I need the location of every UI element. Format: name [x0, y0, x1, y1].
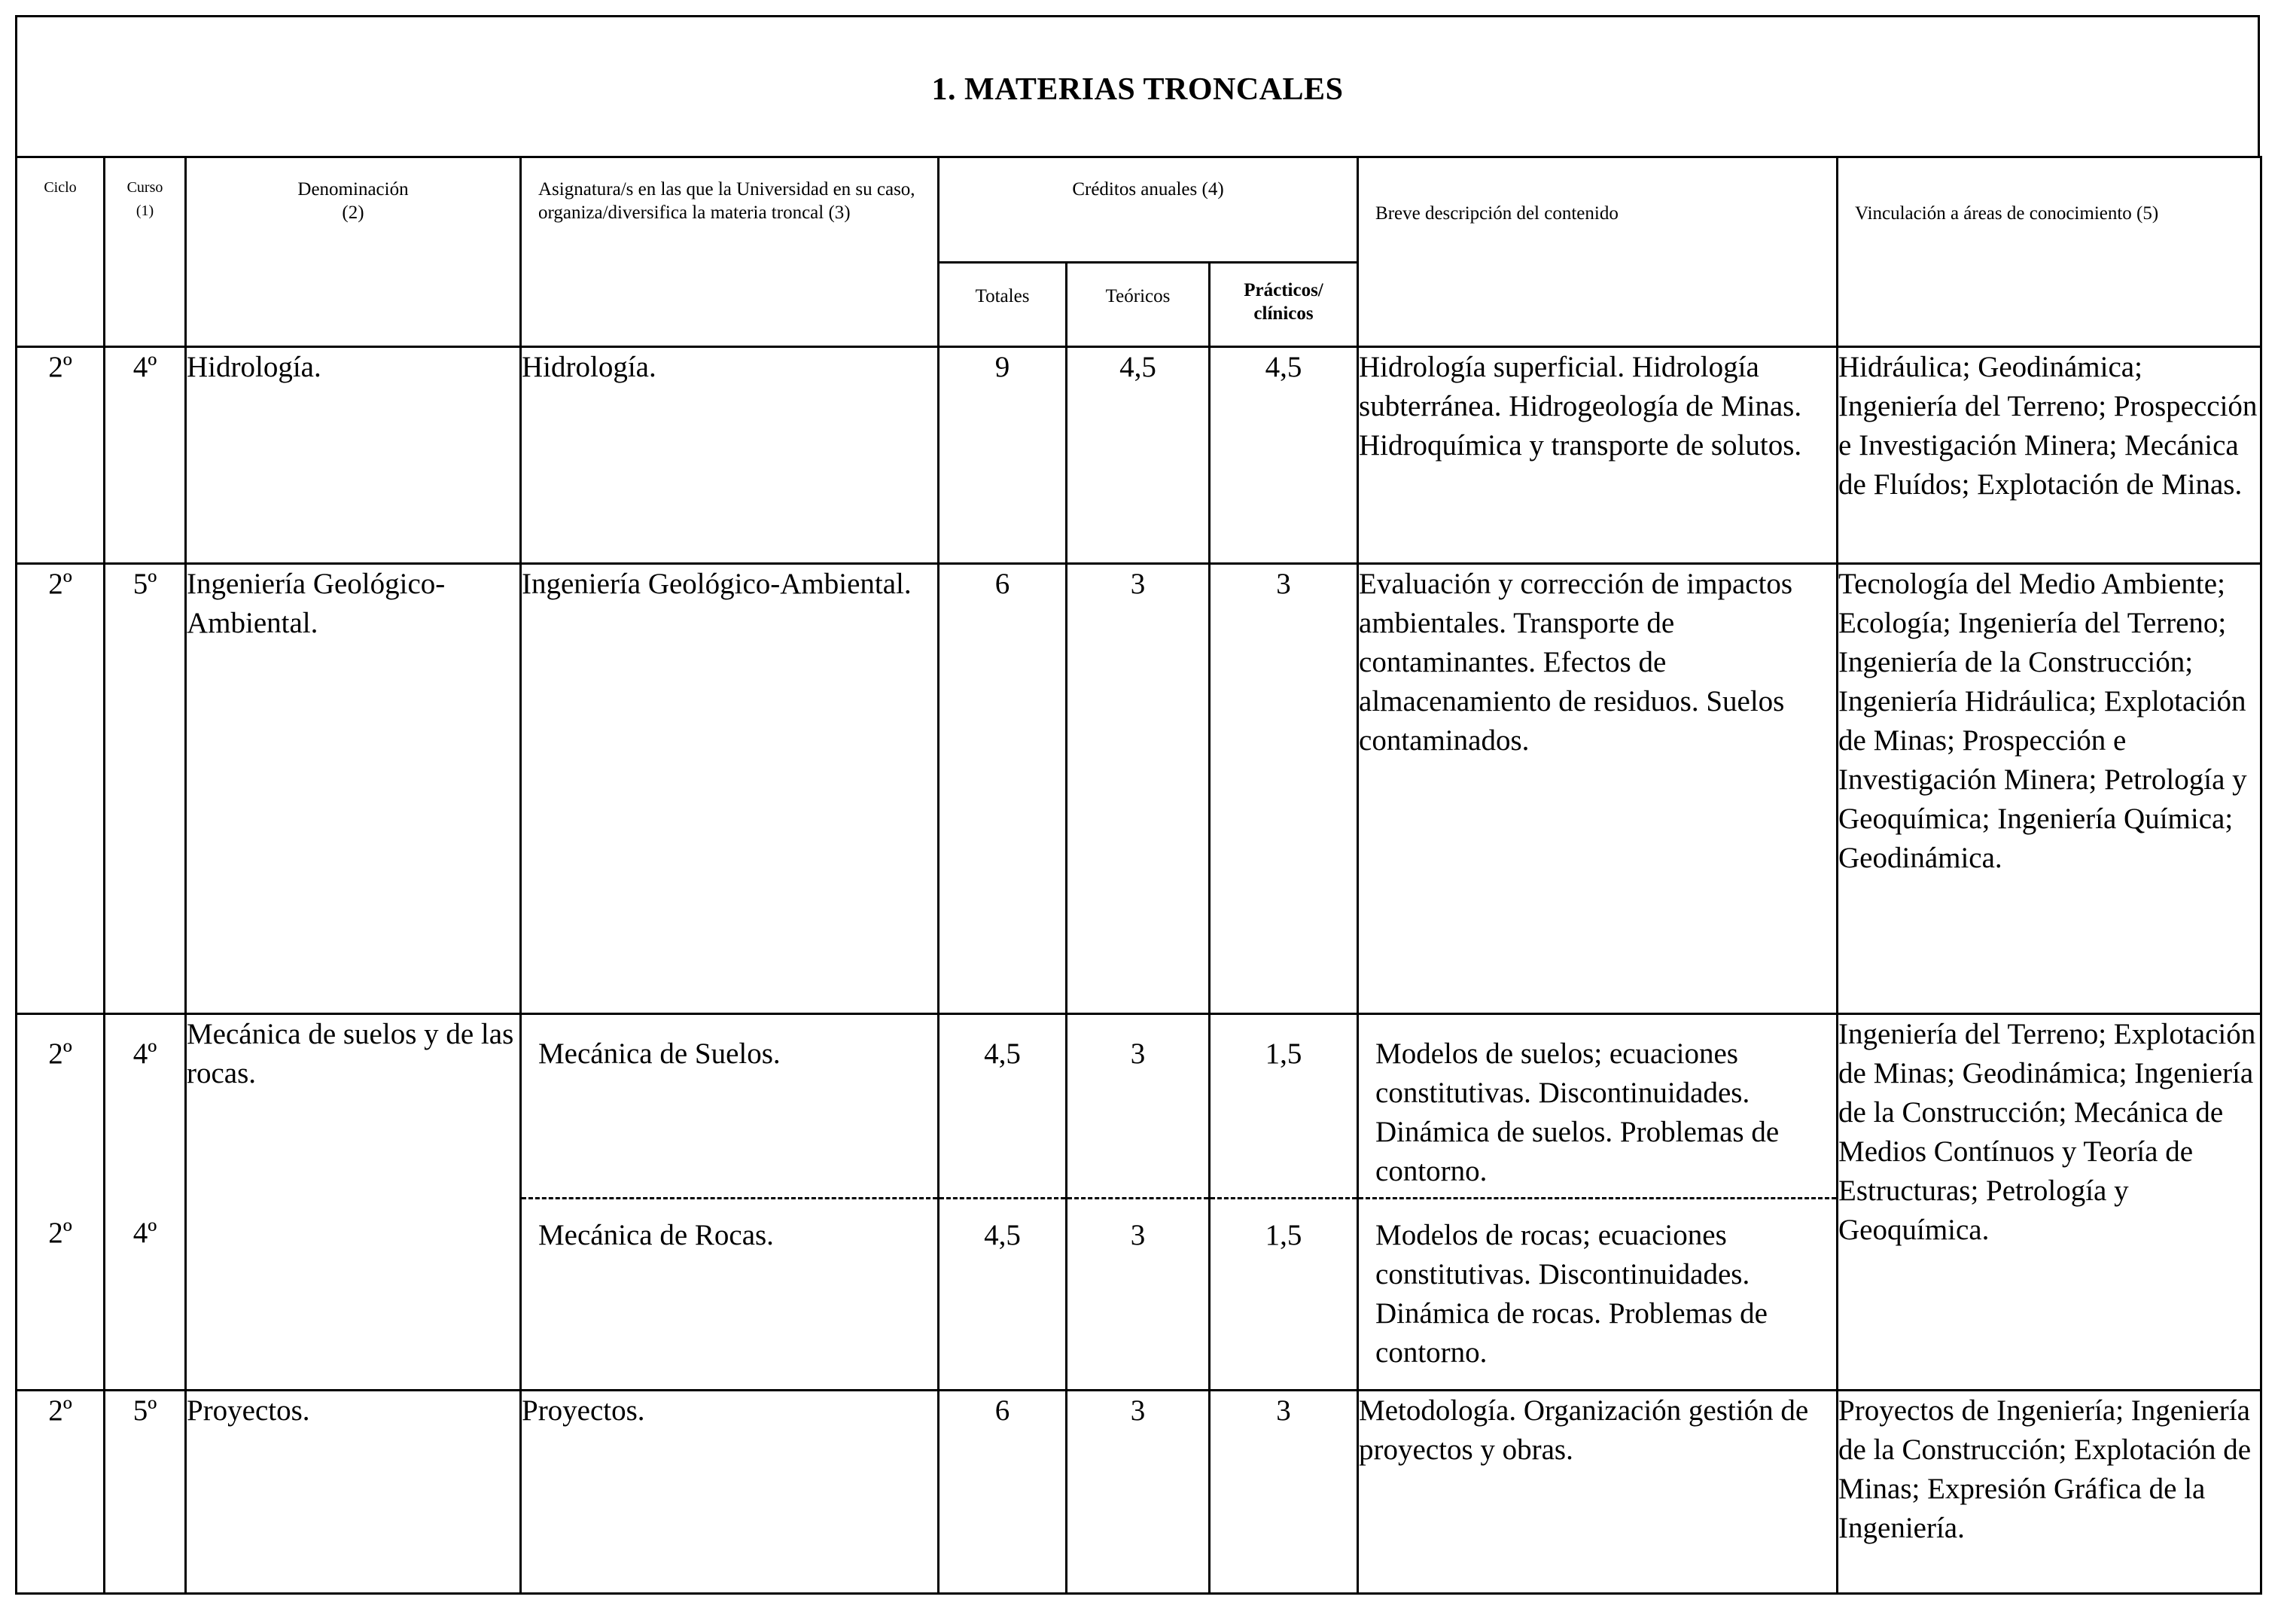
ciclo-cell: 2º — [17, 564, 105, 1014]
descripcion-cell: Metodología. Organización gestión de proyectos y obras. — [1358, 1391, 1838, 1594]
curso-cell: 5º — [105, 1391, 186, 1594]
totales-suelos: 4,5 — [984, 1037, 1021, 1070]
curso-rocas: 4º — [132, 1217, 157, 1249]
teoricos-cell: 3 — [1067, 564, 1210, 1014]
header-ciclo: Ciclo — [17, 157, 105, 347]
teoricos-suelos: 3 — [1130, 1037, 1146, 1070]
vinculacion-cell: Ingeniería del Terreno; Explotación de Minas; Geodinámica; Ingeniería de la Construcción; Mecánica de Medios Contínuos y Teoría de Estructuras; Petrología y Geoquímica. — [1838, 1014, 2261, 1391]
totales-cell — [939, 1014, 1067, 1391]
denominacion-cell: Mecánica de suelos y de las rocas. — [186, 1014, 521, 1391]
denominacion-cell: Ingeniería Geológico-Ambiental. — [186, 564, 521, 1014]
descripcion-rocas: Modelos de rocas; ecuaciones constitutivas. Discontinuidades. Dinámica de rocas. Problemas de contorno. — [1359, 1197, 1836, 1373]
curso-cell — [105, 1014, 186, 1391]
practicos-cell: 3 — [1210, 1391, 1358, 1594]
table-row — [17, 1014, 2261, 1391]
asignatura-cell: Ingeniería Geológico-Ambiental. — [521, 564, 939, 1014]
header-practicos: Prácticos/ clínicos — [1210, 263, 1358, 347]
practicos-cell — [1210, 1014, 1358, 1391]
header-teoricos: Teóricos — [1067, 263, 1210, 347]
ciclo-cell: 2º — [17, 347, 105, 564]
page-title: 1. MATERIAS TRONCALES — [931, 72, 1344, 107]
practicos-suelos: 1,5 — [1265, 1037, 1302, 1070]
asignatura-cell — [521, 1014, 939, 1391]
practicos-cell: 3 — [1210, 564, 1358, 1014]
vinculacion-cell: Hidráulica; Geodinámica; Ingeniería del Terreno; Prospección e Investigación Minera; Mecánica de Fluídos; Explotación de Minas. — [1838, 347, 2261, 564]
denominacion-cell: Proyectos. — [186, 1391, 521, 1594]
header-vinculacion: Vinculación a áreas de conocimiento (5) — [1838, 157, 2261, 347]
asignatura-cell: Proyectos. — [521, 1391, 939, 1594]
header-creditos: Créditos anuales (4) — [939, 157, 1358, 263]
ciclo-cell — [17, 1014, 105, 1391]
totales-cell: 6 — [939, 1391, 1067, 1594]
curso-cell: 5º — [105, 564, 186, 1014]
denominacion-cell: Hidrología. — [186, 347, 521, 564]
teoricos-cell: 4,5 — [1067, 347, 1210, 564]
totales-cell: 9 — [939, 347, 1067, 564]
descripcion-cell: Hidrología superficial. Hidrología subterránea. Hidrogeología de Minas. Hidroquímica y transporte de solutos. — [1358, 347, 1838, 564]
teoricos-cell — [1067, 1014, 1210, 1391]
header-descripcion: Breve descripción del contenido — [1358, 157, 1838, 347]
descripcion-cell — [1358, 1014, 1838, 1391]
header-curso: Curso (1) — [105, 157, 186, 347]
title-box — [15, 15, 2260, 158]
asignatura-rocas: Mecánica de Rocas. — [522, 1197, 937, 1255]
practicos-cell: 4,5 — [1210, 347, 1358, 564]
descripcion-suelos: Modelos de suelos; ecuaciones constitutivas. Discontinuidades. Dinámica de suelos. Problemas de contorno. — [1375, 1037, 1780, 1187]
table-row — [17, 347, 2261, 564]
header-totales: Totales — [939, 263, 1067, 347]
practicos-rocas: 1,5 — [1211, 1197, 1357, 1255]
vinculacion-cell: Proyectos de Ingeniería; Ingeniería de la Construcción; Explotación de Minas; Expresión Gráfica de la Ingeniería. — [1838, 1391, 2261, 1594]
descripcion-cell: Evaluación y corrección de impactos ambientales. Transporte de contaminantes. Efectos de almacenamiento de residuos. Suelos contaminados. — [1358, 564, 1838, 1014]
document-page — [15, 15, 2266, 1615]
curso-suelos: 4º — [132, 1037, 157, 1070]
ciclo-cell: 2º — [17, 1391, 105, 1594]
materias-table — [15, 156, 2262, 1595]
curso-cell: 4º — [105, 347, 186, 564]
ciclo-suelos: 2º — [48, 1037, 72, 1070]
table-row — [17, 564, 2261, 1014]
asignatura-cell: Hidrología. — [521, 347, 939, 564]
header-asignatura: Asignatura/s en las que la Universidad en su caso, organiza/diversifica la materia troncal (3) — [521, 157, 939, 347]
header-denominacion: Denominación (2) — [186, 157, 521, 347]
teoricos-cell: 3 — [1067, 1391, 1210, 1594]
table-row — [17, 1391, 2261, 1594]
teoricos-rocas: 3 — [1067, 1197, 1208, 1255]
vinculacion-cell: Tecnología del Medio Ambiente; Ecología; Ingeniería del Terreno; Ingeniería de la Construcción; Ingeniería Hidráulica; Explotación de Minas; Prospección e Investigación Minera; Petrología y Geoquímica; Ingeniería Química; Geodinámica. — [1838, 564, 2261, 1014]
ciclo-rocas: 2º — [48, 1217, 72, 1249]
asignatura-suelos: Mecánica de Suelos. — [538, 1037, 781, 1070]
totales-rocas: 4,5 — [940, 1197, 1065, 1255]
totales-cell: 6 — [939, 564, 1067, 1014]
